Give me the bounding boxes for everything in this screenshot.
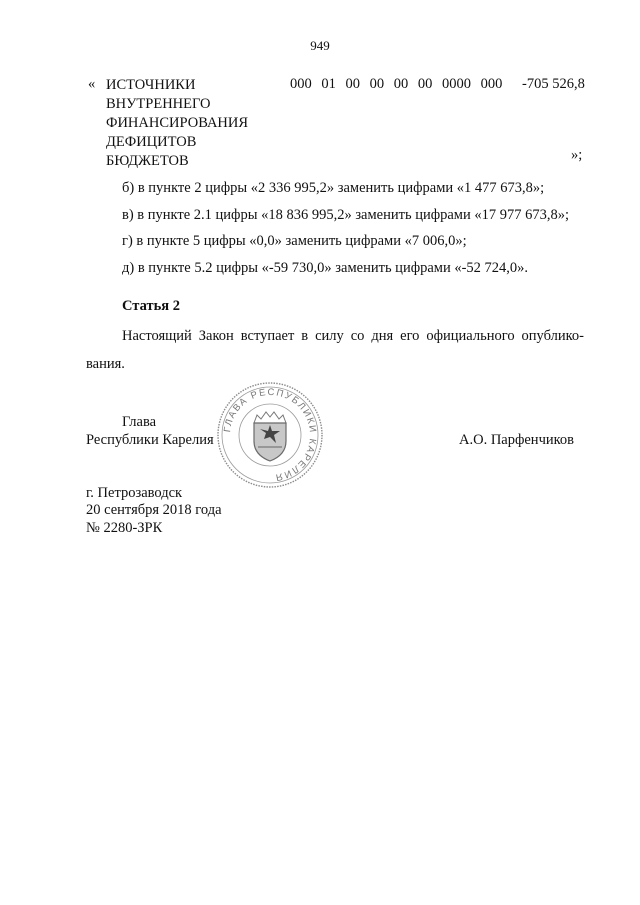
amendment-item: г) в пункте 5 цифры «0,0» заменить цифрами «7 006,0»; — [122, 233, 467, 249]
row-code: 000 01 00 00 00 00 0000 000 — [290, 76, 503, 92]
signatory-name: А.О. Парфенчиков — [459, 432, 575, 448]
coat-of-arms-icon — [254, 412, 286, 461]
table-row — [0, 0, 640, 170]
place: г. Петрозаводск — [86, 485, 183, 501]
date: 20 сентября 2018 года — [86, 502, 222, 518]
law-number: № 2280-ЗРК — [86, 520, 163, 536]
row-name-line: ИСТОЧНИКИ — [106, 77, 196, 93]
row-name — [106, 76, 248, 171]
amendment-item: б) в пункте 2 цифры «2 336 995,2» заменить цифрами «1 477 673,8»; — [122, 180, 545, 196]
quote-open: « — [88, 76, 96, 92]
official-seal — [216, 381, 324, 489]
amendment-item: д) в пункте 5.2 цифры «-59 730,0» заменить цифрами «-52 724,0». — [122, 260, 529, 276]
row-value: -705 526,8 — [522, 76, 585, 92]
article-text-line: вания. — [86, 356, 125, 372]
row-name-line: ДЕФИЦИТОВ — [106, 134, 197, 150]
amendment-item: в) в пункте 2.1 цифры «18 836 995,2» заменить цифрами «17 977 673,8»; — [122, 207, 570, 223]
signatory-title: Глава — [122, 414, 157, 430]
page-number: 949 — [310, 38, 330, 53]
row-name-line: БЮДЖЕТОВ — [106, 153, 189, 169]
article-text-line: Настоящий Закон вступает в силу со дня его официального опублико- — [122, 328, 584, 344]
row-name-line: ВНУТРЕННЕГО — [106, 96, 211, 112]
signatory-title: Республики Карелия — [86, 432, 214, 448]
seal-text: ГЛАВА РЕСПУБЛИКИ КАРЕЛИЯ — [222, 386, 319, 483]
article-heading: Статья 2 — [122, 298, 180, 314]
row-name-line: ФИНАНСИРОВАНИЯ — [106, 115, 249, 131]
quote-close: »; — [571, 147, 583, 163]
